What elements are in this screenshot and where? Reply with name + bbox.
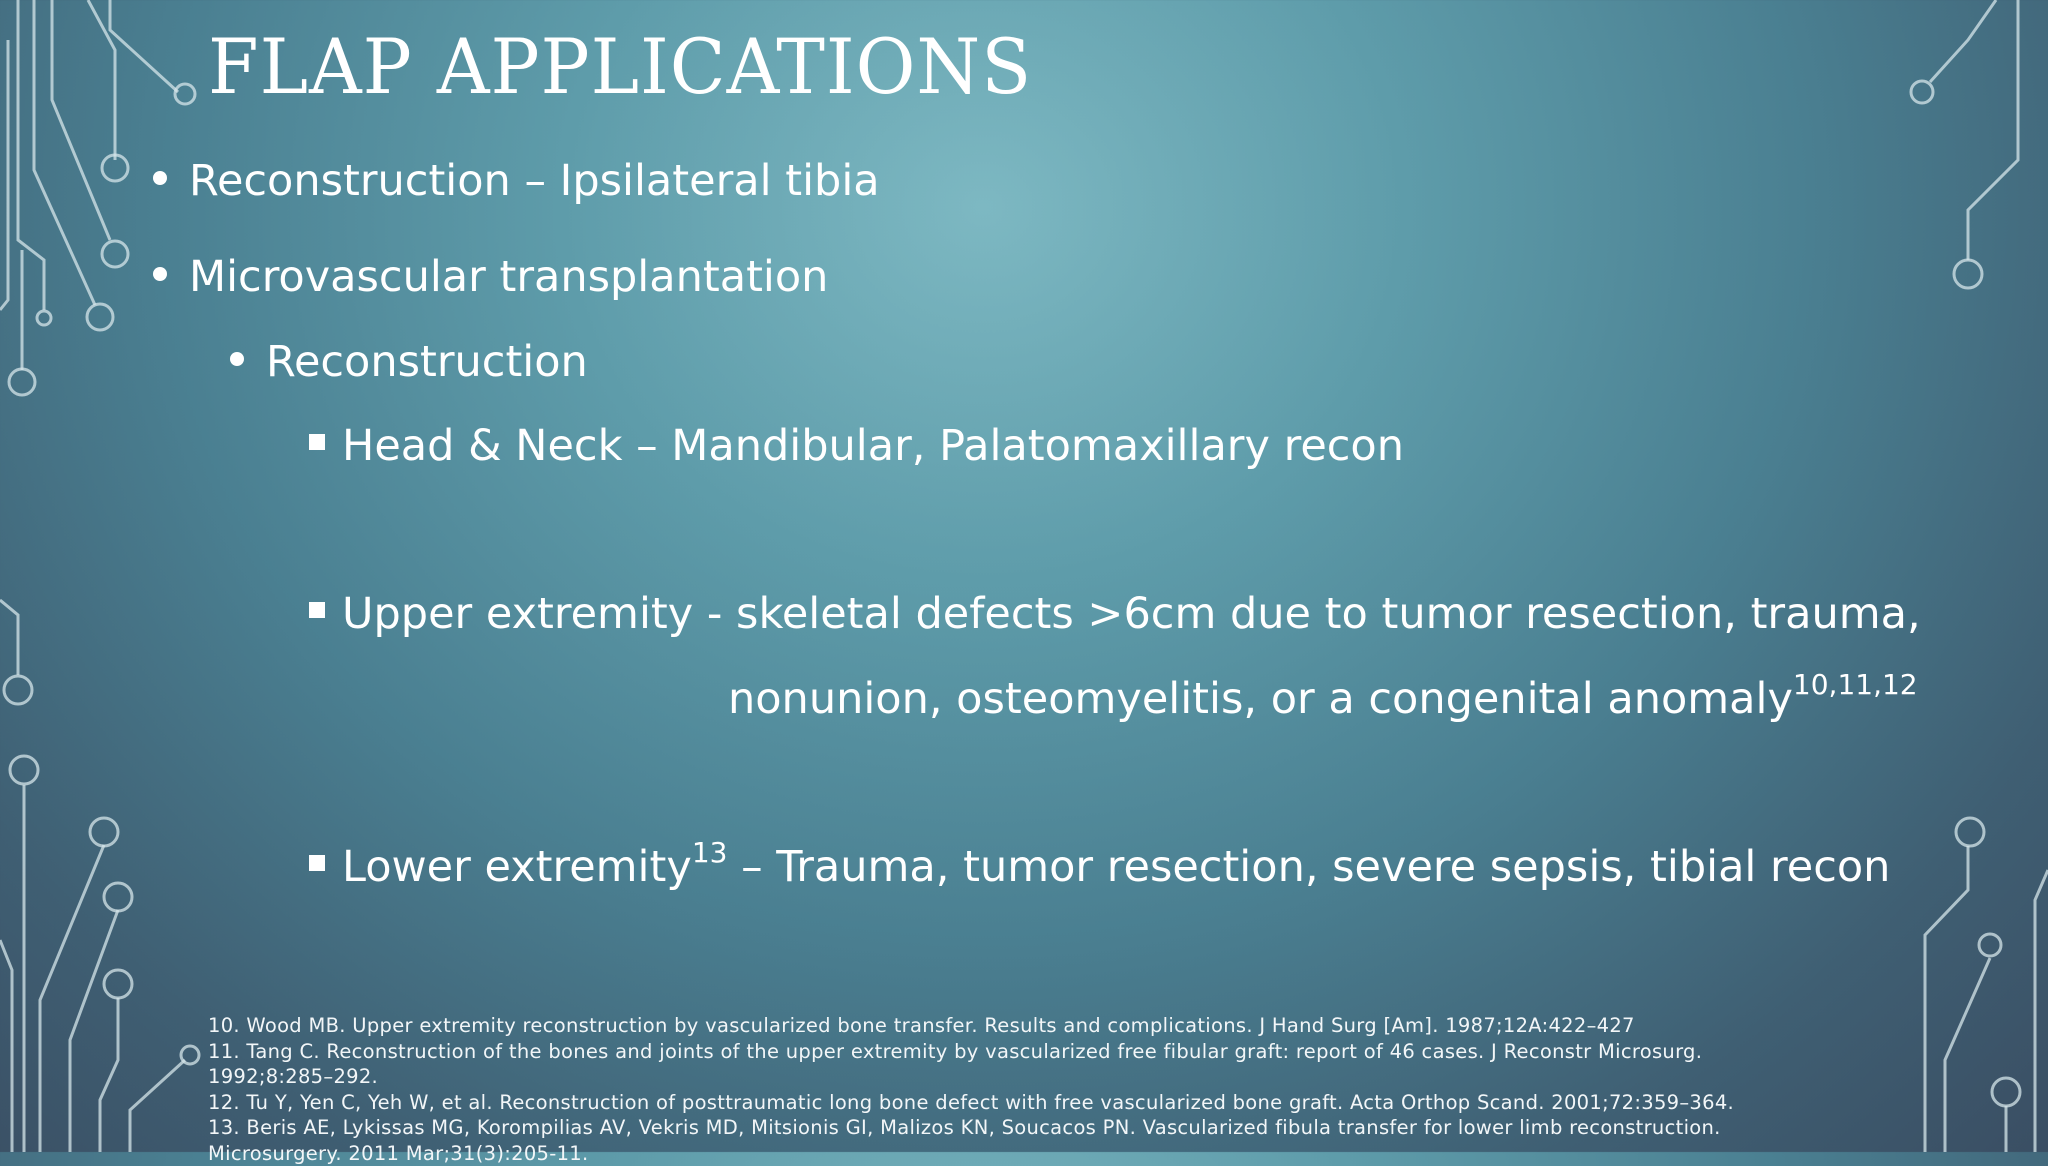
circuit-node: [104, 970, 132, 998]
circuit-line: [100, 998, 118, 1152]
reference-line: 13. Beris AE, Lykissas MG, Korompilias AV, Vekris MD, Mitsionis GI, Malizos KN, Soucacos PN. Vascularized fibula transfer for lower limb reconstruction.: [208, 1115, 1848, 1141]
bullet-square: [309, 855, 325, 871]
sub-sub-bullet-item: [342, 842, 1890, 892]
bullet-text: – Trauma, tumor resection, severe sepsis, tibial recon: [727, 842, 1890, 892]
bullet-item: Reconstruction – Ipsilateral tibia: [189, 156, 880, 206]
bullet-text: Lower extremity: [342, 842, 692, 892]
circuit-node: [4, 676, 32, 704]
circuit-node: [1992, 1078, 2020, 1106]
circuit-line: [1930, 0, 1996, 82]
references: [208, 1013, 1848, 1166]
circuit-line: [0, 940, 12, 1152]
citation-superscript: 13: [692, 836, 728, 869]
circuit-node: [102, 241, 128, 267]
circuit-node: [10, 756, 38, 784]
reference-line: 11. Tang C. Reconstruction of the bones and joints of the upper extremity by vascularized free fibular graft: report of 46 cases. J Reconstr Microsurg.: [208, 1039, 1848, 1065]
circuit-node: [1956, 818, 1984, 846]
circuit-node: [37, 311, 51, 325]
circuit-node: [9, 369, 35, 395]
circuit-line: [130, 1060, 185, 1152]
circuit-line: [1945, 958, 1990, 1152]
circuit-line: [2035, 870, 2048, 1152]
circuit-line: [1968, 0, 2018, 260]
circuit-node: [1911, 81, 1933, 103]
sub-bullet-item: Reconstruction: [266, 337, 588, 387]
bullet-dot: [153, 171, 167, 185]
sub-sub-bullet-continuation: [728, 674, 1918, 724]
circuit-line: [52, 0, 110, 240]
bullet-square: [309, 434, 325, 450]
citation-superscript: 10,11,12: [1793, 668, 1918, 701]
circuit-line: [70, 910, 118, 1152]
slide-title: FLAP APPLICATIONS: [208, 22, 1032, 111]
circuit-line: [110, 0, 178, 92]
circuit-node: [90, 818, 118, 846]
circuit-line: [0, 40, 8, 310]
circuit-node: [1979, 934, 2001, 956]
circuit-node: [1954, 260, 1982, 288]
circuit-node: [104, 883, 132, 911]
circuit-node: [87, 304, 113, 330]
bullet-item: Microvascular transplantation: [189, 252, 828, 302]
reference-line: 1992;8:285–292.: [208, 1064, 1848, 1090]
reference-line: 12. Tu Y, Yen C, Yeh W, et al. Reconstruction of posttraumatic long bone defect with free vascularized bone graft. Acta Orthop Scand. 2001;72:359–364.: [208, 1090, 1848, 1116]
circuit-node: [181, 1046, 199, 1064]
sub-sub-bullet-item: Upper extremity - skeletal defects >6cm due to tumor resection, trauma,: [342, 589, 1921, 639]
reference-line: 10. Wood MB. Upper extremity reconstruction by vascularized bone transfer. Results and complications. J Hand Surg [Am]. 1987;12A:422–427: [208, 1013, 1848, 1039]
bullet-dot: [230, 352, 244, 366]
circuit-line: [40, 845, 104, 1152]
circuit-node: [175, 84, 195, 104]
sub-sub-bullet-item: Head & Neck – Mandibular, Palatomaxillary recon: [342, 421, 1404, 471]
bullet-square: [309, 602, 325, 618]
bullet-dot: [153, 267, 167, 281]
bullet-text: nonunion, osteomyelitis, or a congenital anomaly: [728, 674, 1793, 724]
circuit-line: [0, 600, 18, 675]
reference-line: Microsurgery. 2011 Mar;31(3):205-11.: [208, 1141, 1848, 1166]
